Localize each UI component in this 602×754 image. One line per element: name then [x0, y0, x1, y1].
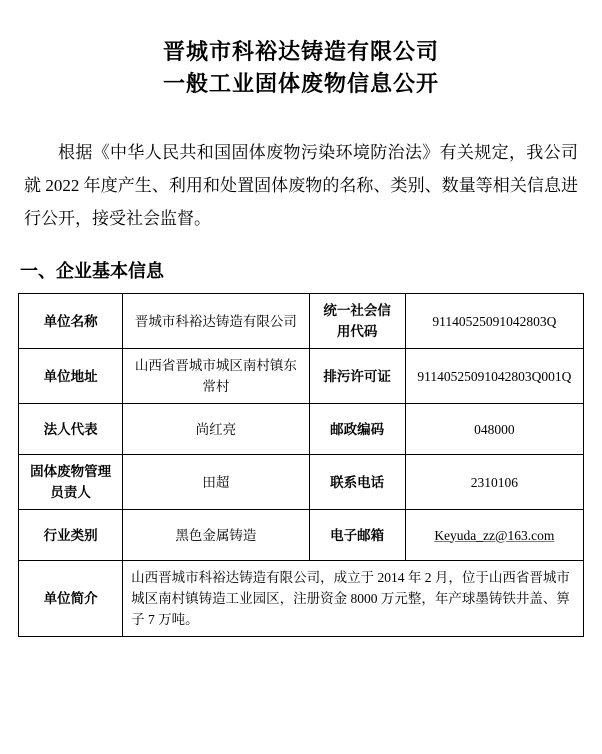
row-value-discharge-permit: 91140525091042803Q001Q — [405, 349, 583, 404]
document-title-line-1: 晋城市科裕达铸造有限公司 — [162, 39, 439, 64]
row-label-company-name: 单位名称 — [19, 294, 123, 349]
row-value-phone: 2310106 — [405, 455, 583, 510]
intro-paragraph: 根据《中华人民共和国固体废物污染环境防治法》有关规定，我公司就 2022 年度产生、利用和处置固体废物的名称、类别、数量等相关信息进行公开，接受社会监督。 — [24, 143, 578, 228]
row-value-industry: 黑色金属铸造 — [123, 510, 309, 561]
row-value-company-name: 晋城市科裕达铸造有限公司 — [123, 294, 309, 349]
company-basic-info-table — [18, 293, 584, 637]
row-value-company-profile: 山西晋城市科裕达铸造有限公司，成立于 2014 年 2 月，位于山西省晋城市城区南村镇铸造工业园区，注册资金 8000 万元整，年产球墨铸铁井盖、箅子 7 万吨。 — [123, 561, 584, 637]
table-row — [19, 510, 584, 561]
table-row — [19, 561, 584, 637]
table-row — [19, 294, 584, 349]
row-label-postcode: 邮政编码 — [309, 404, 405, 455]
row-value-postcode: 048000 — [405, 404, 583, 455]
row-value-credit-code: 91140525091042803Q — [405, 294, 583, 349]
document-title-line-2: 一般工业固体废物信息公开 — [162, 71, 439, 96]
row-label-address: 单位地址 — [19, 349, 123, 404]
row-label-phone: 联系电话 — [309, 455, 405, 510]
row-label-email: 电子邮箱 — [309, 510, 405, 561]
row-value-address: 山西省晋城市城区南村镇东常村 — [123, 349, 309, 404]
table-row — [19, 404, 584, 455]
row-label-credit-code: 统一社会信用代码 — [309, 294, 405, 349]
section-heading-basic-info: 一、企业基本信息 — [20, 261, 164, 281]
row-value-waste-manager: 田超 — [123, 455, 309, 510]
row-label-discharge-permit: 排污许可证 — [309, 349, 405, 404]
row-value-legal-rep: 尚红亮 — [123, 404, 309, 455]
table-row — [19, 455, 584, 510]
row-label-company-profile: 单位简介 — [19, 561, 123, 637]
table-row — [19, 349, 584, 404]
row-value-email: Keyuda_zz@163.com — [405, 510, 583, 561]
document-title — [18, 36, 584, 100]
row-label-legal-rep: 法人代表 — [19, 404, 123, 455]
row-label-waste-manager: 固体废物管理员责人 — [19, 455, 123, 510]
row-label-industry: 行业类别 — [19, 510, 123, 561]
